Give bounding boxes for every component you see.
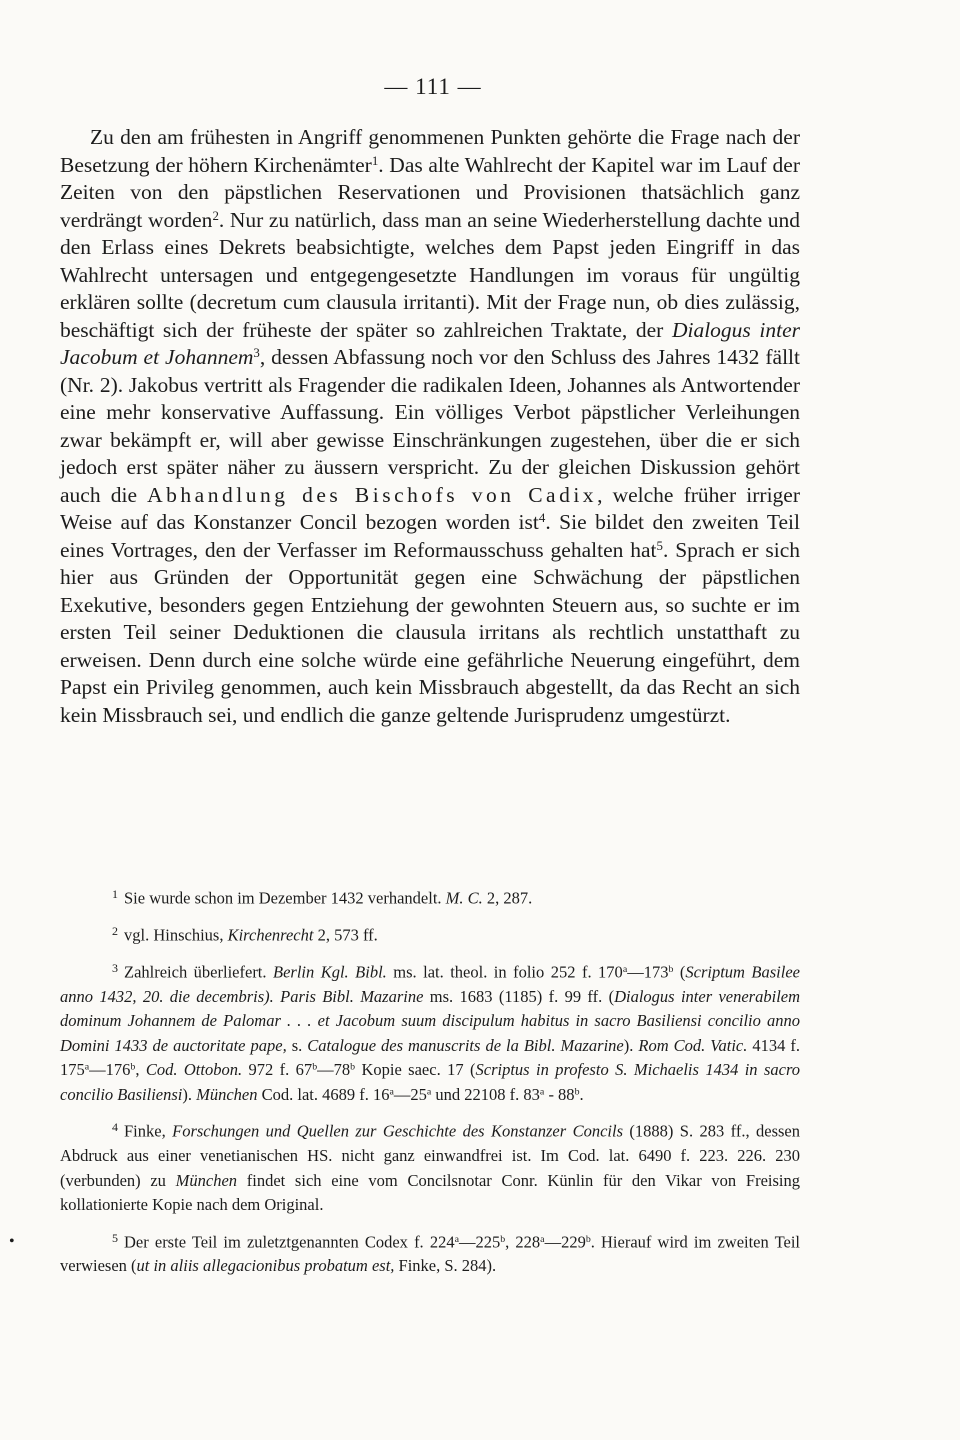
body-text <box>60 124 800 729</box>
footnote-3: $^3$ Zahlreich überliefert. Berlin Kgl. Bibl. ms. lat. theol. in folio 252 f. 170$^a$—173$^b$ (Scriptum Basilee anno 1432, 20. die decembris). Paris Bibl. Mazarine ms. 1683 (1185) f. 99 ff. (Dialogus inter venerabilem dominum Johannem de Palomar . . . et Jacobum suum discipulum habitus in sacro Basiliensi concilio anno Domini 1433 de auctoritate pape, s. Catalogue des manuscrits de la Bibl. Mazarine). Rom Cod. Vatic. 4134 f. 175$^a$—176$^b$, Cod. Ottobon. 972 f. 67$^b$—78$^b$ Kopie saec. 17 (Scriptus in profesto S. Michaelis 1434 in sacro concilio Basiliensi). München Cod. lat. 4689 f. 16$^a$—25$^a$ und 22108 f. 83$^a$ - 88$^b$. <box>60 960 801 1104</box>
work-title: Dialogus inter Jacobum et Johannem <box>60 317 801 369</box>
page-number: — 111 — <box>384 74 482 99</box>
footnote-ref-2[interactable]: 2 <box>212 208 219 223</box>
footnote-ref-3[interactable]: 3 <box>253 345 260 360</box>
footnote-ref-5[interactable]: 5 <box>656 538 663 553</box>
spaced-title: Abhandlung des Bischofs von Cadix <box>147 482 598 507</box>
footnote-4: $^4$ Finke, Forschungen und Quellen zur Geschichte des Konstanzer Concils (1888) S. 283 ff., dessen Abdruck aus einer venetianischen HS. nicht ganz einwandfrei ist. Im Cod. lat. 6490 f. 223. 226. 230 (verbunden) zu München findet sich eine vom Concilsnotar Conr. Künlin für den Vikar von Freising kollationierte Kopie nach dem Original. <box>60 1120 800 1215</box>
footnote-ref-4[interactable]: 4 <box>538 510 546 525</box>
footnote-1: $^1$ Sie wurde schon im Dezember 1432 verhandelt. M. C. 2, 287. <box>112 887 533 908</box>
footnote-5: $^5$ Der erste Teil im zuletztgenannten Codex f. 224$^a$—225$^b$, 228$^a$—229$^b$. Hierauf wird im zweiten Teil verwiesen (ut in aliis allegacionibus probatum est, Finke, S. 284). <box>60 1230 801 1276</box>
main-paragraph: Zu den am frühesten in Angriff genommenen Punkten gehörte die Frage nach der Besetzung der höhern Kirchenämter$^1$. Das alte Wahlrecht der Kapitel war im Lauf der Zeiten von den päpstlichen Reservationen und Provisionen thatsächlich ganz verdrängt worden$^2$. Nur zu natürlich, dass man an seine Wiederherstellung dachte und den Erlass eines Dekrets beabsichtigte, welches dem Papst jeden Eingriff in das Wahlrecht untersagen und entgegengesetzte Handlungen im voraus für ungültig erklären sollte (decretum cum clausula irritanti). Mit der Frage nun, ob dies zulässig, beschäftigt sich der früheste der später so zahlreichen Traktate, der Dialogus inter Jacobum et Johannem$^3$, dessen Abfassung noch vor den Schluss des Jahres 1432 fällt (Nr. 2). Jakobus vertritt als Fragender die radikalen Ideen, Johannes als Antwortender eine mehr konservative Auffassung. Ein völliges Verbot päpstlicher Verleihungen zwar bekämpft er, will aber gewisse Einschränkungen zugestehen, über die er sich jedoch erst später näher zu äussern verspricht. Zu der gleichen Diskussion gehört auch die Abhandlung des Bischofs von Cadix, welche früher irriger Weise auf das Konstanzer Concil bezogen worden ist$^4$. Sie bildet den zweiten Teil eines Vortrages, den der Verfasser im Reformausschuss gehalten hat$^5$. Sprach er sich hier aus Gründen der Opportunität gegen eine Schwächung der päpstlichen Exekutive, besonders gegen Entziehung der gewohnten Steuern aus, so suchte er im ersten Teil seiner Deduktionen die clausula irritans als rechtlich unstatthaft zu erweisen. Denn durch eine solche würde eine gefährliche Neuerung eingeführt, dem Papst ein Privileg genommen, auch kein Missbrauch abgestellt, da das Recht an sich kein Missbrauch sei, und endlich die ganze geltende Jurisprudenz umgestürzt. <box>60 125 801 727</box>
footnotes <box>60 882 800 1287</box>
footnote-2: $^2$ vgl. Hinschius, Kirchenrecht 2, 573 ff. <box>112 923 378 945</box>
footnote-ref-1[interactable]: 1 <box>371 153 379 168</box>
margin-dot-icon: • <box>9 1233 15 1250</box>
